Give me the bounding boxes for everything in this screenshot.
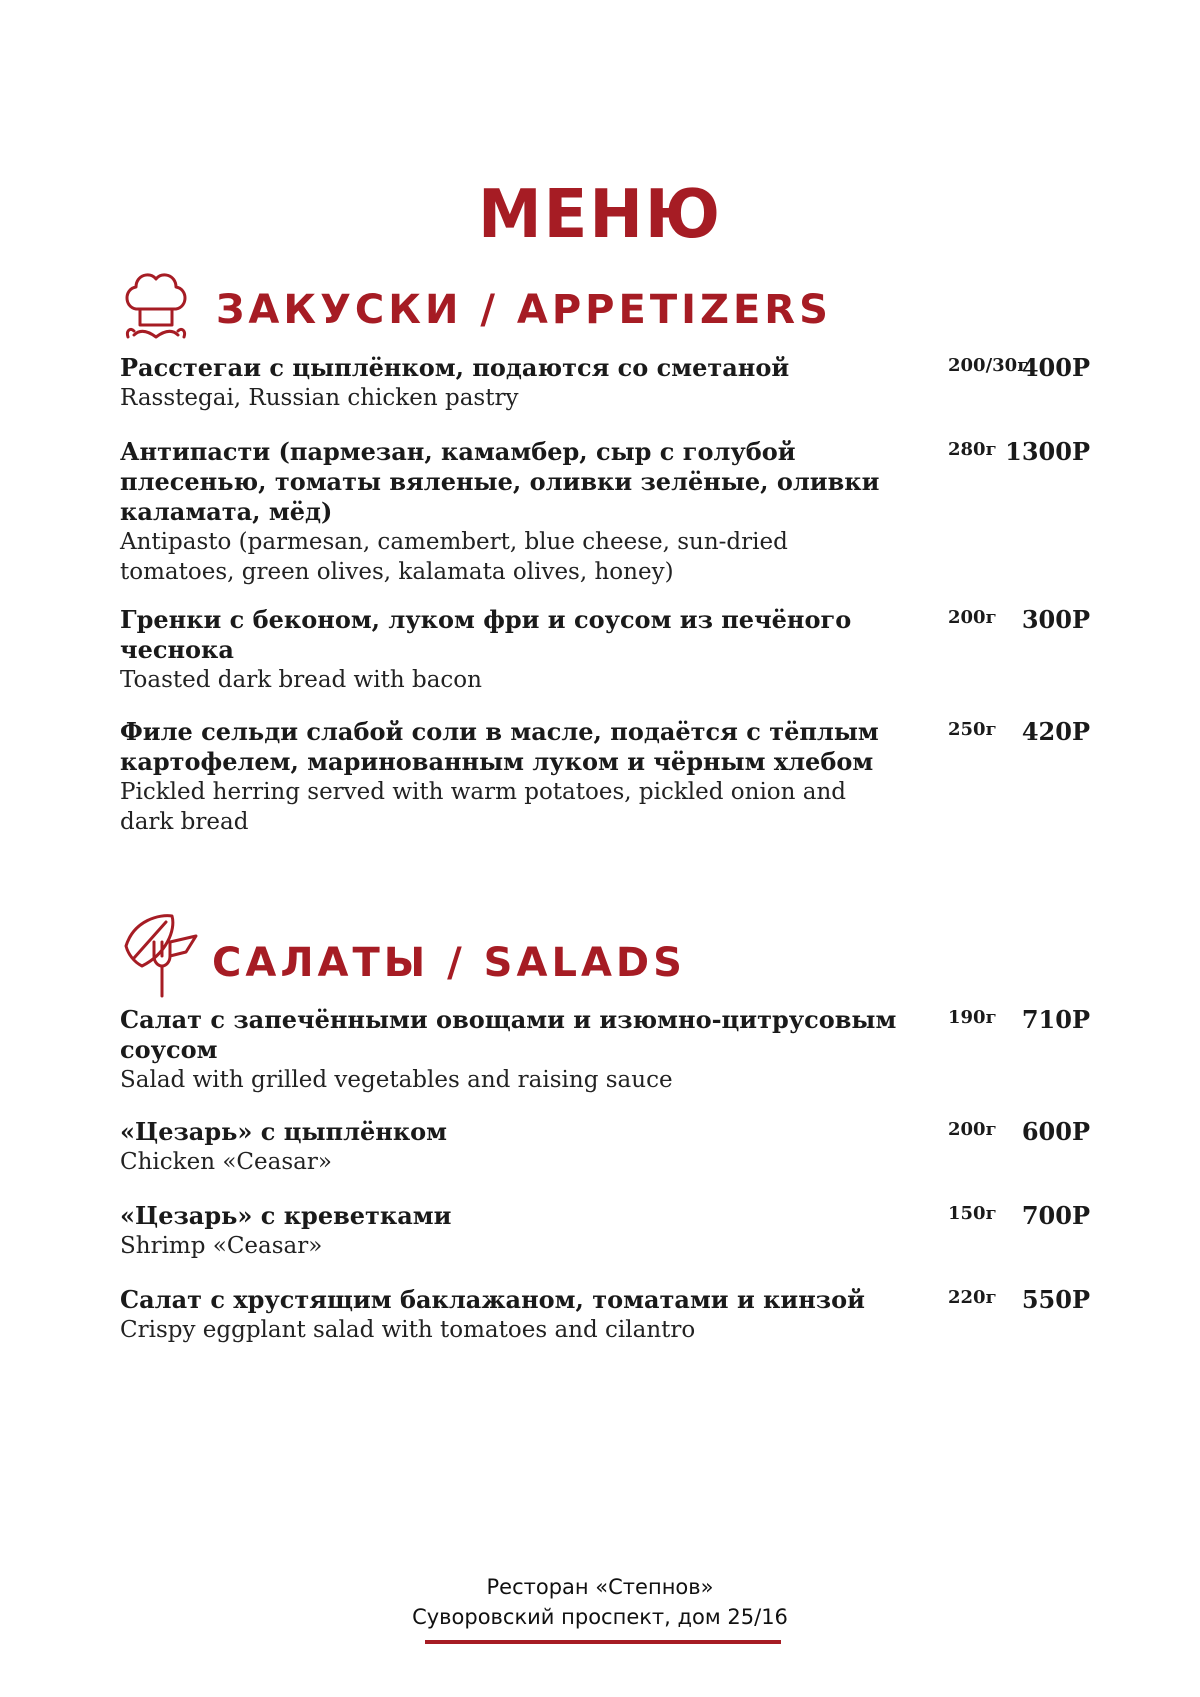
menu-item [120,1005,1120,1095]
item-name-en: Salad with grilled vegetables and raising sauce [120,1067,673,1093]
item-name-ru: «Цезарь» с креветками [120,1201,452,1230]
menu-item [120,717,1120,837]
item-price: 550Р [1021,1285,1090,1314]
menu-item [120,1201,1120,1261]
item-price: 1300Р [1005,437,1090,466]
menu-item [120,437,1120,587]
item-weight: 200г [948,607,997,628]
menu-item [120,1285,1120,1345]
restaurant-address: Суворовский проспект, дом 25/16 [412,1605,788,1629]
item-weight: 220г [948,1287,997,1308]
item-price: 300Р [1021,605,1090,634]
restaurant-footer [0,1572,1200,1632]
item-name-en: Crispy eggplant salad with tomatoes and cilantro [120,1317,696,1343]
item-weight: 280г [948,439,997,460]
item-name-ru: Расстегаи с цыплёнком, подаются со сметаной [120,353,790,382]
menu-title: МЕНЮ [477,176,723,254]
item-name-ru: Антипасти (пармезан, камамбер, сыр с голубой плесенью, томаты вяленые, оливки зелёные, оливки каламата, мёд) [120,437,880,526]
menu-item [120,1117,1120,1177]
item-name-ru: «Цезарь» с цыплёнком [120,1117,448,1146]
item-name-ru: Гренки с беконом, луком фри и соусом из печёного чеснока [120,605,852,664]
item-price: 600Р [1021,1117,1090,1146]
item-weight: 250г [948,719,997,740]
leaf-fork-icon [120,912,200,1006]
item-weight: 200/30г [948,355,1029,376]
item-name-ru: Салат с запечёнными овощами и изюмно-цитрусовым соусом [120,1005,897,1064]
menu-item [120,605,1120,695]
item-price: 710Р [1021,1005,1090,1034]
item-weight: 150г [948,1203,997,1224]
chef-hat-icon [120,265,192,351]
item-name-en: Pickled herring served with warm potatoes, pickled onion and dark bread [120,779,847,835]
item-price: 400Р [1021,353,1090,382]
item-name-en: Rasstegai, Russian chicken pastry [120,385,519,411]
footer-divider [425,1640,781,1644]
item-price: 420Р [1021,717,1090,746]
item-weight: 190г [948,1007,997,1028]
section-title: ЗАКУСКИ / APPETIZERS [216,287,832,333]
item-price: 700Р [1021,1201,1090,1230]
item-name-ru: Филе сельди слабой соли в масле, подаётся с тёплым картофелем, маринованным луком и чёрным хлебом [120,717,879,776]
menu-item [120,353,1120,413]
item-name-en: Chicken «Ceasar» [120,1149,332,1175]
restaurant-name: Ресторан «Степнов» [486,1575,714,1599]
item-name-en: Antipasto (parmesan, camembert, blue cheese, sun-dried tomatoes, green olives, kalamata olives, honey) [120,529,788,585]
item-name-ru: Салат с хрустящим баклажаном, томатами и кинзой [120,1285,865,1314]
item-name-en: Toasted dark bread with bacon [120,667,482,693]
section-title: САЛАТЫ / SALADS [212,940,686,986]
item-name-en: Shrimp «Ceasar» [120,1233,323,1259]
item-weight: 200г [948,1119,997,1140]
